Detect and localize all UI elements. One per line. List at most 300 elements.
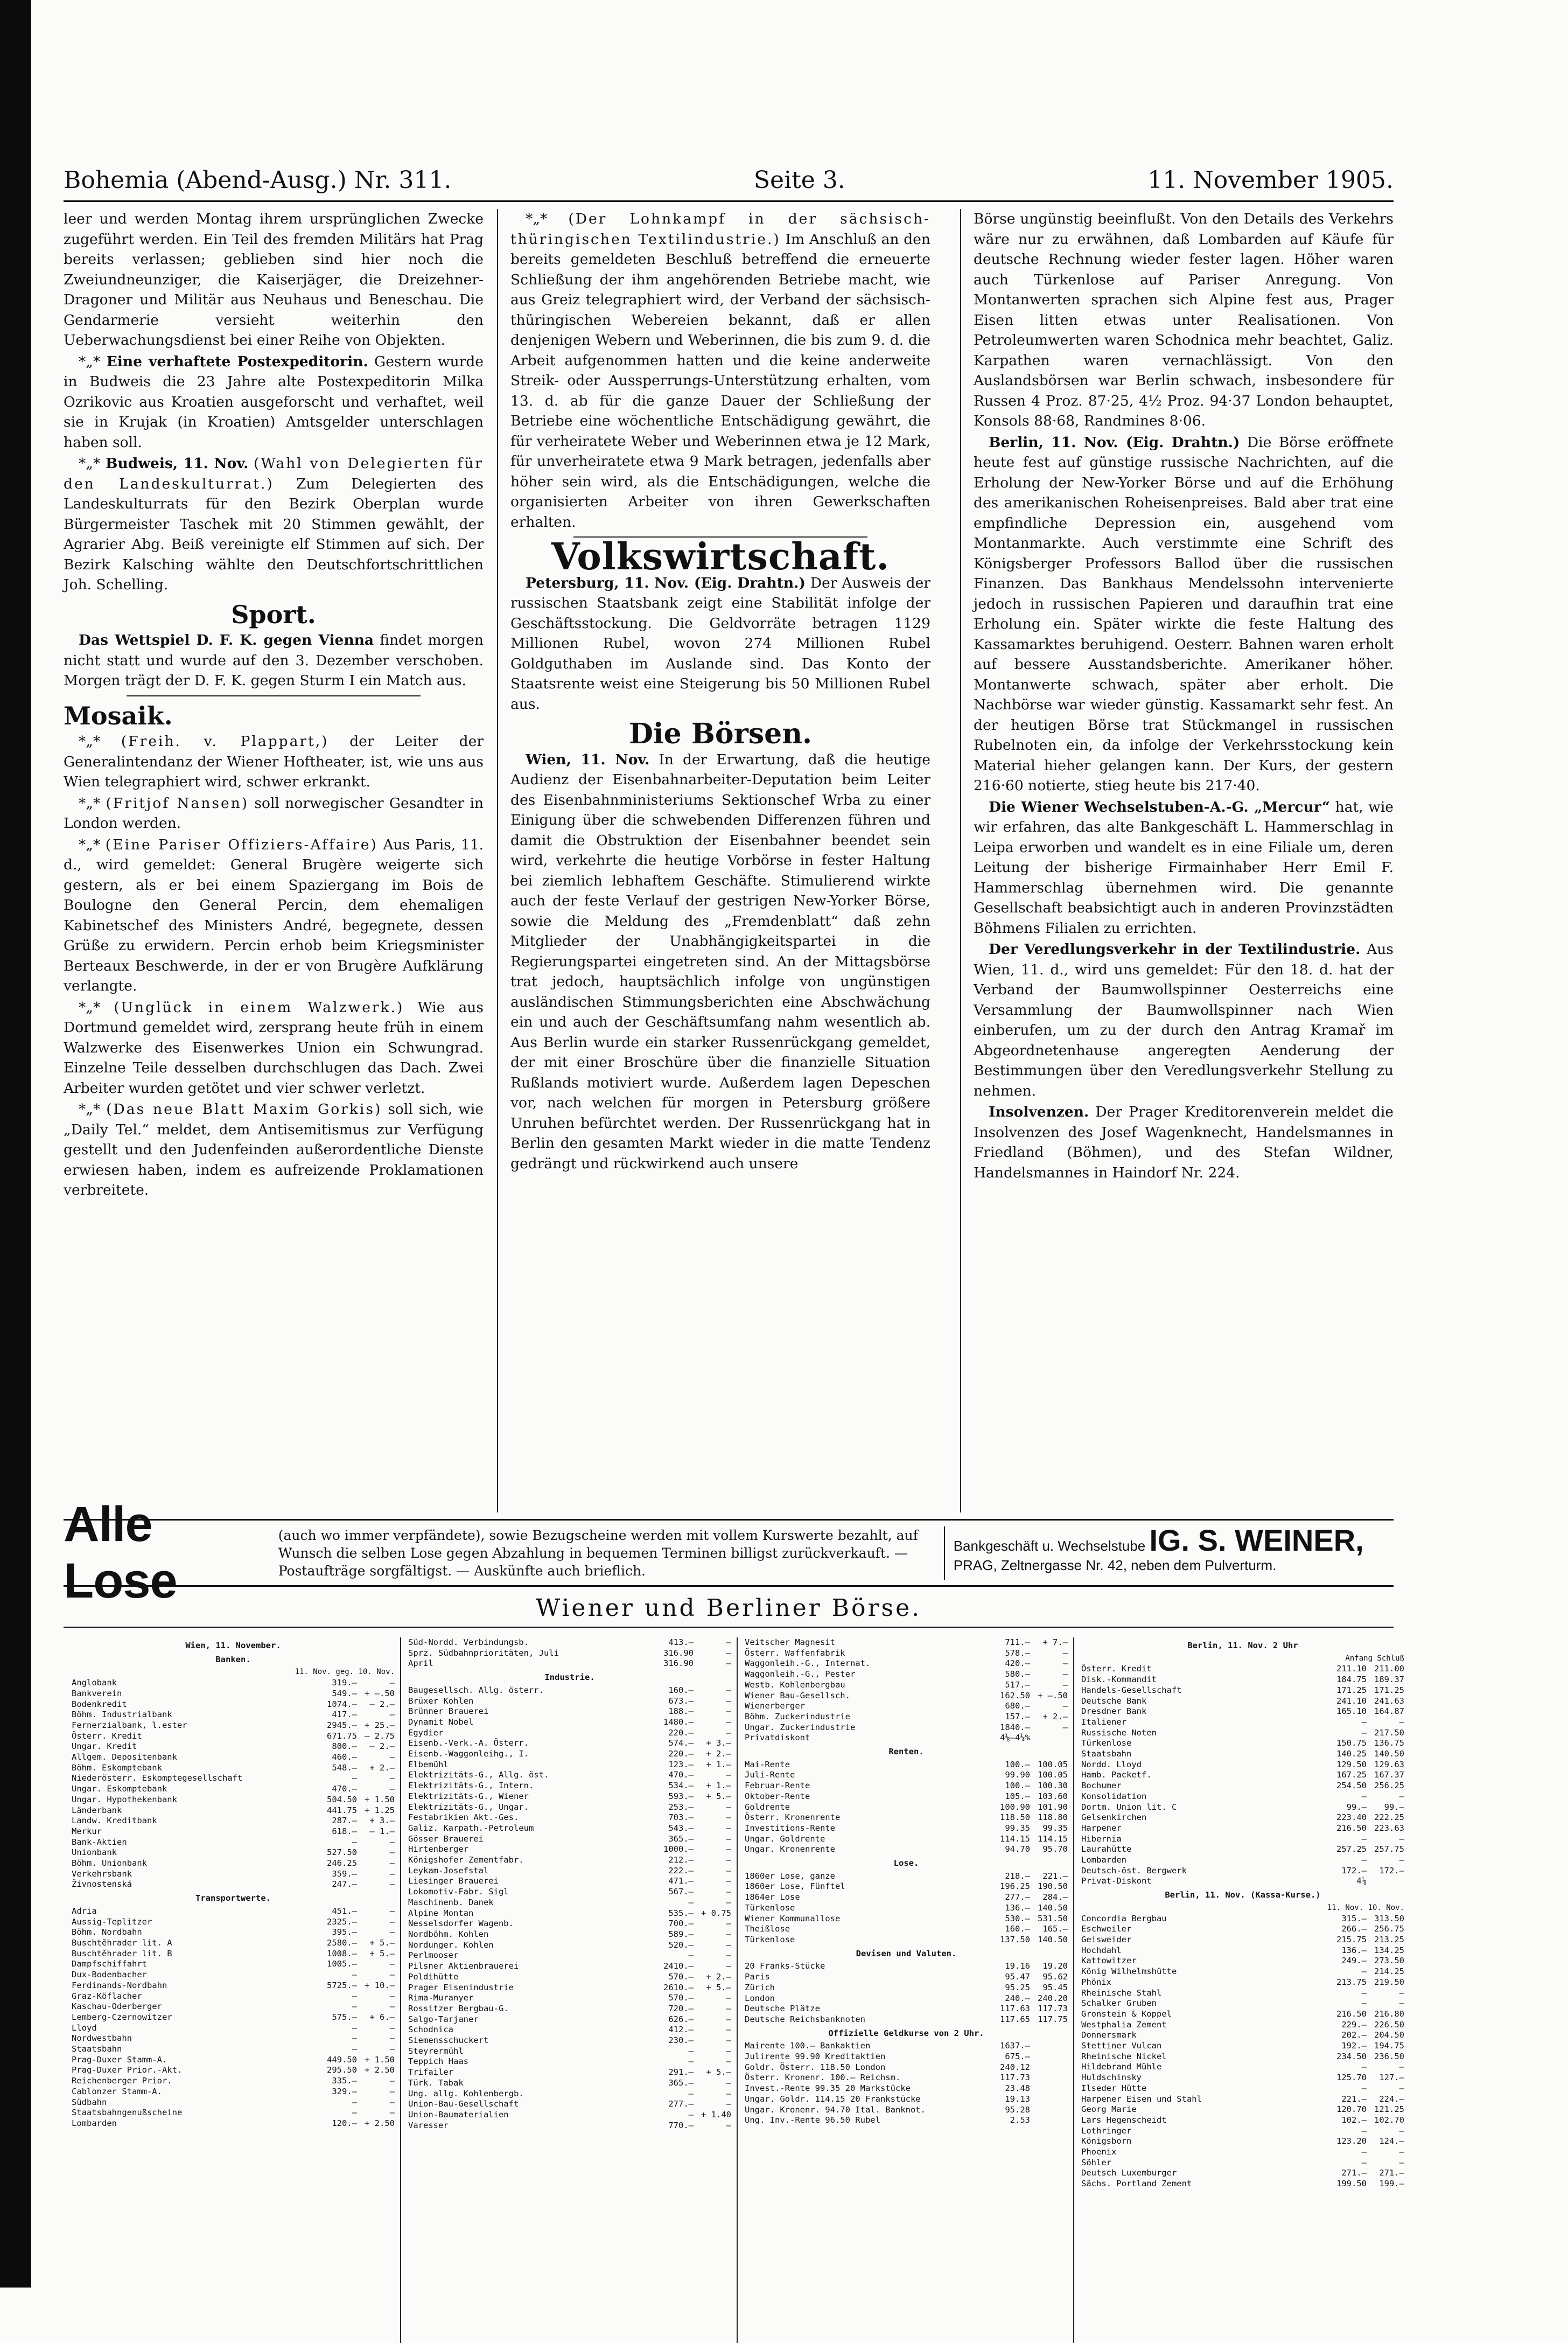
security-name: Cablonzer Stamm-A. — [72, 2086, 162, 2096]
quote-change: 121.25 — [1374, 2104, 1404, 2115]
quote-value: 413.— — [668, 1637, 694, 1647]
quote-change: — — [389, 1906, 395, 1916]
quote-change: — — [389, 2044, 395, 2054]
article-text: *„* Budweis, 11. Nov. (Wahl von Delegierten für den Landeskulturrat.) Zum Delegierten des Landeskulturrats für den Bezirk Oberplan wurde Bürgermeister Taschek mit 20 Stimmen gewählt, der Agrarier Abg. Beiß vereinigte elf Stimmen auf sich. Der Bezirk Kalsching wählte den Deutschfortschrittlichen Joh. Schelling. — [64, 455, 484, 593]
quote-change: 136.75 — [1374, 1738, 1404, 1748]
quote-value: — — [352, 1970, 357, 1980]
security-name: Buschtěhrader lit. B — [72, 1948, 172, 1958]
market-list — [72, 1678, 395, 1890]
article-headline: Berlin, 11. Nov. (Eig. Drahtn.) — [989, 434, 1240, 451]
quote-value: 221.— — [1341, 2094, 1367, 2104]
market-row — [1081, 2104, 1404, 2115]
quote-change: — — [726, 1865, 731, 1875]
market-column-1 — [72, 1637, 395, 2129]
newspaper-page — [64, 162, 1404, 2208]
market-row — [408, 2014, 731, 2025]
market-row — [745, 1802, 1068, 1813]
quote-value: 99.35 — [1005, 1823, 1030, 1833]
quote-change: — — [1399, 2147, 1404, 2157]
market-row — [408, 1637, 731, 1648]
quote-value: 2410.— — [663, 1961, 694, 1971]
market-row — [72, 1847, 395, 1858]
quote-change: 236.50 — [1374, 2051, 1404, 2061]
market-row — [745, 1924, 1068, 1935]
quote-value: 95.28 — [1005, 2104, 1030, 2115]
quote-change: 256.25 — [1374, 1781, 1404, 1791]
quote-change: — — [726, 1961, 731, 1971]
quote-change: + 2.— — [706, 1971, 731, 1982]
market-row — [72, 1906, 395, 1917]
security-name: Staatsbahn — [72, 2044, 122, 2054]
market-heading: Banken. — [215, 1654, 251, 1664]
security-name: Trifailer — [408, 2067, 453, 2077]
article-headline: Der Veredlungsverkehr in der Textilindustrie. — [989, 941, 1361, 958]
market-list — [745, 1760, 1068, 1855]
market-row — [745, 2052, 1068, 2062]
header-left: Bohemia (Abend-Ausg.) Nr. 311. — [64, 166, 452, 194]
quote-change: 140.50 — [1374, 1749, 1404, 1759]
quote-change: — — [726, 1887, 731, 1897]
market-row — [72, 2076, 395, 2087]
article-headline: Budweis, 11. Nov. — [106, 455, 249, 472]
article-headline: Wien, 11. Nov. — [526, 751, 650, 768]
security-name: Gelsenkirchen — [1081, 1812, 1147, 1823]
quote-value: — — [1361, 1967, 1367, 1977]
market-row — [1081, 1855, 1404, 1866]
article-text: leer und werden Montag ihrem ursprünglichen Zwecke zugeführt werden. Ein Teil des fremden Militärs hat Prag bereits verlassen; geblieben sind hier noch die Zweiundneunziger, die Kaiserjäger, die Dreizehner-Dragoner und Militär aus Neuhaus und Beneschau. Die Gendarmerie versieht weiterhin den Ueberwachungsdienst bei einer Reihe von Objekten. — [64, 211, 484, 348]
quote-value: 249.— — [1341, 1956, 1367, 1966]
market-row — [745, 2062, 1068, 2073]
security-name: 1860er Lose, Fünftel — [745, 1881, 845, 1892]
security-name: Unionbank — [72, 1847, 117, 1858]
quote-change: 129.63 — [1374, 1759, 1404, 1769]
market-row — [745, 1669, 1068, 1680]
market-row — [408, 1685, 731, 1696]
quote-value: 535.— — [668, 1908, 694, 1918]
quote-value: 157.— — [1005, 1711, 1030, 1721]
quote-change: 102.70 — [1374, 2115, 1404, 2125]
market-row — [408, 1648, 731, 1659]
article-text: Insolvenzen. Der Prager Kreditorenverein meldet die Insolvenzen des Josef Wagenknecht, Handelsmannes in Friedland (Böhmen), und des Stefan Wildner, Handelsmannes in Haindorf Nr. 224. — [974, 1104, 1394, 1181]
quote-value: 2945.— — [327, 1720, 357, 1730]
quote-change: — — [726, 2035, 731, 2046]
quote-change: 273.50 — [1374, 1956, 1404, 1966]
market-row — [745, 2073, 1068, 2083]
quote-value: 574.— — [668, 1738, 694, 1748]
quote-value: 160.— — [1005, 1924, 1030, 1934]
quote-value: 220.— — [668, 1727, 694, 1738]
security-name: Huldschinsky — [1081, 2073, 1142, 2083]
quote-change: 101.90 — [1038, 1802, 1068, 1812]
article-text: *„* (Freih. v. Plappart,) der Leiter der Generalintendanz der Wiener Hoftheater, ist, wie uns aus Wien telegraphiert wird, schwer erkrankt. — [64, 733, 484, 790]
quote-change: + 7.— — [1042, 1637, 1068, 1647]
security-name: Galiz. Karpath.-Petroleum — [408, 1823, 534, 1833]
quote-change: — — [726, 1950, 731, 1961]
quote-value: 140.25 — [1336, 1749, 1367, 1759]
security-name: Dux-Bodenbacher — [72, 1970, 147, 1980]
market-row — [1081, 1685, 1404, 1696]
quote-value: — — [688, 1897, 694, 1907]
quote-value: 137.50 — [1000, 1934, 1030, 1944]
security-name: Ung. Inv.-Rente 96.50 Rubel — [745, 2115, 880, 2125]
security-name: Böhm. Eskomptebank — [72, 1762, 162, 1773]
security-name: Adria — [72, 1906, 97, 1916]
quote-change: — — [726, 2003, 731, 2013]
security-name: Allgem. Depositenbank — [72, 1752, 177, 1762]
quote-value: — — [1361, 1833, 1367, 1844]
security-name: Türkenlose — [1081, 1738, 1132, 1748]
quote-change: — — [389, 2097, 395, 2107]
market-row — [1081, 2094, 1404, 2105]
quote-change: — — [726, 1658, 731, 1669]
market-row — [408, 2056, 731, 2067]
quote-value: 184.75 — [1336, 1675, 1367, 1685]
quote-value: 770.— — [668, 2120, 694, 2130]
quote-change: 95.62 — [1042, 1972, 1068, 1982]
quote-change: — — [726, 1919, 731, 1929]
quote-value: 2610.— — [663, 1982, 694, 1992]
quote-change: + 1.— — [706, 1759, 731, 1769]
security-name: Hamb. Packetf. — [1081, 1770, 1152, 1780]
market-row — [745, 1712, 1068, 1723]
quote-value: 271.— — [1341, 2168, 1367, 2178]
market-row — [1081, 1935, 1404, 1945]
quote-change: 114.15 — [1038, 1833, 1068, 1844]
security-name: Österr. Kronenrente — [745, 1812, 841, 1823]
article-text: *„* Eine verhaftete Postexpeditorin. Gestern wurde in Budweis die 23 Jahre alte Postexpeditorin Milka Ozrikovic aus Kroatien ausgeforscht und verhaftet, weil sie in Krujak (in Kroatien) Amtsgelder unterschlagen haben soll. — [64, 353, 484, 451]
security-name: Egydier — [408, 1727, 444, 1738]
article-headline: Die Wiener Wechselstuben-A.-G. „Mercur“ — [989, 798, 1330, 815]
market-row — [72, 2108, 395, 2118]
quote-value: 118.50 — [1000, 1812, 1030, 1823]
quote-change: 221.— — [1042, 1871, 1068, 1881]
market-row — [1081, 2083, 1404, 2094]
market-column-4 — [1081, 1637, 1404, 2189]
market-row — [408, 1972, 731, 1983]
market-row — [1081, 1823, 1404, 1834]
article-text: *„* (Der Lohnkampf in der sächsisch-thüringischen Textilindustrie.) Im Anschluß an den bereits gemeldeten Beschluß betreffend die erneuerte Schließung der ihm angehörenden Betriebe macht, wie aus Greiz telegraphiert wird, der Verband der sächsisch-thüringischen Webereien bekannt, daß er allen denjenigen Webern und Weberinnen, die bis zum 9. d. die Arbeit aufgenommen hatten und die keine anderweite Streik- oder Aussperrungs-Unterstützung erhalten, vom 13. d. ab für die ganze Dauer der Schließung der Betriebe eine wöchentliche Entschädigung gewährt, die für verheiratete Weber und Weberinnen etwa je 12 Mark, für unverheiratete etwa 9 Mark betragen, jedenfalls aber höher sein wird, als die Entschädigungen, welche die organisierten Arbeiter von ihren Gewerkschaften erhalten. — [510, 211, 930, 531]
quote-change — [1030, 2094, 1068, 2105]
security-name: Wiener Bau-Gesellsch. — [745, 1690, 850, 1700]
security-name: Reichenberger Prior. — [72, 2076, 172, 2086]
quote-change: 99.— — [1384, 1802, 1404, 1812]
quote-change: 124.— — [1379, 2136, 1404, 2146]
quote-change: — — [389, 1678, 395, 1688]
security-name: Lothringer — [1081, 2125, 1132, 2136]
security-name: Stettiner Vulcan — [1081, 2041, 1162, 2051]
quote-value: 120.— — [332, 2118, 357, 2128]
quote-value: 234.50 — [1336, 2051, 1367, 2061]
security-name: Staatsbahngenußscheine — [72, 2108, 183, 2118]
security-name: Dortm. Union lit. C — [1081, 1802, 1177, 1812]
quote-value: 593.— — [668, 1791, 694, 1801]
market-row — [745, 1961, 1068, 1972]
market-row — [72, 1805, 395, 1816]
quote-change: 217.50 — [1374, 1727, 1404, 1738]
security-name: Juli-Rente — [745, 1770, 795, 1780]
market-row — [72, 1678, 395, 1689]
quote-value: 117.73 — [1000, 2073, 1030, 2083]
quote-value: 680.— — [1005, 1701, 1030, 1711]
market-row — [1081, 1956, 1404, 1967]
market-column-rule — [1073, 1637, 1074, 2343]
market-row — [1081, 1675, 1404, 1685]
quote-value: 315.— — [1341, 1913, 1367, 1923]
market-row — [1081, 1802, 1404, 1813]
quote-change — [1030, 2062, 1068, 2073]
quote-value: 365.— — [668, 2077, 694, 2088]
quote-value: 117.63 — [1000, 2004, 1030, 2014]
security-name: Staatsbahn — [1081, 1749, 1132, 1759]
security-name: Phönix — [1081, 1977, 1111, 1987]
quote-change: 140.50 — [1038, 1934, 1068, 1944]
market-row — [745, 1733, 1068, 1744]
security-name: Nesselsdorfer Wagenb. — [408, 1919, 514, 1929]
market-row — [72, 1879, 395, 1890]
quote-change: + 2.50 — [365, 2118, 395, 2128]
quote-change: — — [726, 1770, 731, 1780]
market-row — [72, 1689, 395, 1699]
market-row — [1081, 1728, 1404, 1739]
market-row — [408, 1961, 731, 1972]
quote-change: — — [389, 1970, 395, 1980]
market-row — [72, 1949, 395, 1960]
quote-change: 256.75 — [1374, 1924, 1404, 1934]
security-name: Ungar. Kronenr. 94.70 Ital. Banknot. — [745, 2104, 926, 2115]
ad-company-name: IG. S. WEINER, — [1149, 1523, 1364, 1557]
column-rule — [960, 209, 961, 1512]
quote-change: — — [726, 1717, 731, 1727]
quote-value: — — [352, 2002, 357, 2012]
market-row — [72, 2012, 395, 2023]
quote-value: 703.— — [668, 1812, 694, 1823]
security-name: Bochumer — [1081, 1781, 1122, 1791]
market-row — [1081, 1844, 1404, 1855]
security-name: London — [745, 1993, 775, 2003]
market-heading: Berlin, 11. Nov. 2 Uhr — [1187, 1641, 1298, 1650]
quote-value: 1840.— — [1000, 1722, 1030, 1732]
market-row — [745, 1972, 1068, 1983]
quote-change: 165.— — [1042, 1924, 1068, 1934]
market-row — [745, 1637, 1068, 1648]
quote-change: — — [389, 1837, 395, 1847]
security-name: Nordunger. Kohlen — [408, 1940, 494, 1950]
quote-value: 100.90 — [1000, 1802, 1030, 1812]
quote-value: 94.70 — [1005, 1844, 1030, 1854]
quote-change: — — [1399, 1833, 1404, 1844]
quote-value: 295.50 — [327, 2065, 357, 2075]
market-row — [1081, 1967, 1404, 1977]
market-row — [745, 2014, 1068, 2025]
market-row — [72, 1970, 395, 1981]
market-list — [1081, 1664, 1404, 1887]
market-row — [72, 1763, 395, 1774]
market-list — [745, 1961, 1068, 2025]
security-name: Februar-Rente — [745, 1781, 810, 1791]
market-row — [72, 1837, 395, 1848]
market-row — [72, 1784, 395, 1795]
security-name: Bank-Aktien — [72, 1837, 127, 1847]
quote-change: 100.05 — [1038, 1759, 1068, 1769]
quote-change: 19.20 — [1042, 1961, 1068, 1971]
security-name: Verkehrsbank — [72, 1868, 132, 1879]
quote-value: 125.70 — [1336, 2073, 1367, 2083]
market-row — [408, 1866, 731, 1877]
market-row — [1081, 1914, 1404, 1924]
quote-change: — — [389, 2023, 395, 2033]
security-name: Böhm. Industrialbank — [72, 1710, 172, 1720]
quote-value: 1008.— — [327, 1948, 357, 1958]
quote-value: 192.— — [1341, 2041, 1367, 2051]
quote-change: 223.63 — [1374, 1823, 1404, 1833]
security-name: Nordd. Lloyd — [1081, 1759, 1142, 1769]
quote-change: 222.25 — [1374, 1812, 1404, 1823]
security-name: Gronstein & Koppel — [1081, 2009, 1172, 2019]
security-name: Maschinenb. Danek — [408, 1897, 494, 1907]
security-name: Böhm. Unionbank — [72, 1858, 147, 1868]
security-name: Sächs. Portland Zement — [1081, 2179, 1192, 2189]
quote-change: + 25.— — [365, 1720, 395, 1730]
quote-change: — — [726, 1897, 731, 1907]
quote-value: 504.50 — [327, 1794, 357, 1804]
quote-change: 117.73 — [1038, 2004, 1068, 2014]
quote-change: — 2.75 — [365, 1731, 395, 1741]
market-heading: Wien, 11. November. — [185, 1641, 281, 1650]
security-name: Deutsch Luxemburger — [1081, 2168, 1177, 2178]
market-row — [72, 1795, 395, 1805]
market-row — [408, 1844, 731, 1855]
market-column-rule — [737, 1637, 738, 2343]
security-name: Baugesellsch. Allg. österr. — [408, 1685, 544, 1695]
market-row — [72, 2002, 395, 2012]
security-name: 20 Franks-Stücke — [745, 1961, 825, 1971]
security-name: Böhm. Zuckerindustrie — [745, 1711, 850, 1721]
security-name: Varesser — [408, 2120, 449, 2130]
security-name: Waggonleih.-G., Internat. — [745, 1658, 871, 1669]
market-row — [72, 1699, 395, 1710]
market-column-rule — [400, 1637, 401, 2343]
security-name: Länderbank — [72, 1805, 122, 1815]
quote-change: — — [1399, 2157, 1404, 2167]
market-column-header: Anfang Schluß — [1345, 1654, 1404, 1663]
market-row — [1081, 1866, 1404, 1877]
quote-value: 800.— — [332, 1741, 357, 1752]
security-name: Elektrizitäts-G., Intern. — [408, 1781, 534, 1791]
quote-change: — — [1399, 1717, 1404, 1727]
quote-value: 549.— — [332, 1688, 357, 1698]
market-column-2 — [408, 1637, 731, 2131]
market-row — [408, 1919, 731, 1929]
quote-change: — — [726, 2077, 731, 2088]
quote-change: 219.50 — [1374, 1977, 1404, 1987]
quote-value: 471.— — [668, 1876, 694, 1886]
security-name: Dresdner Bank — [1081, 1706, 1147, 1717]
market-row — [745, 1844, 1068, 1855]
security-name: Bankverein — [72, 1688, 122, 1698]
quote-value: 451.— — [332, 1906, 357, 1916]
quote-change: — — [726, 2099, 731, 2109]
market-row — [408, 1983, 731, 1993]
market-row — [408, 1929, 731, 1940]
quote-value: — — [688, 2109, 694, 2119]
quote-value: 548.— — [332, 1762, 357, 1773]
quote-change: — — [389, 1916, 395, 1927]
quote-change: 190.50 — [1038, 1881, 1068, 1892]
security-name: Rheinische Nickel — [1081, 2051, 1167, 2061]
quote-change: 284.— — [1042, 1892, 1068, 1902]
security-name: Živnostenská — [72, 1879, 132, 1889]
security-name: Österr. Waffenfabrik — [745, 1648, 845, 1658]
quote-change: 103.60 — [1038, 1791, 1068, 1801]
security-name: Zürich — [745, 1982, 775, 1992]
quote-change: — — [389, 2033, 395, 2044]
security-name: Wienerberger — [745, 1701, 805, 1711]
security-name: Rheinische Stahl — [1081, 1988, 1162, 1998]
quote-change: — — [726, 1648, 731, 1658]
article-text: *„* (Unglück in einem Walzwerk.) Wie aus Dortmund gemeldet wird, zersprang heute früh in einem Walzwerke des Eisenwerkes Union ein Schwungrad. Einzelne Teile desselben durchschlugen das Dach. Zwei Arbeiter wurden getötet und vier schwer verletzt. — [64, 999, 484, 1097]
market-row — [745, 1881, 1068, 1892]
quote-value: 105.— — [1005, 1791, 1030, 1801]
quote-change: — — [726, 1696, 731, 1706]
quote-value: 1074.— — [327, 1699, 357, 1709]
market-row — [745, 1892, 1068, 1903]
quote-change: 194.75 — [1374, 2041, 1404, 2051]
quote-value: 100.— — [1005, 1781, 1030, 1791]
security-name: Prag-Duxer Stamm-A. — [72, 2054, 167, 2065]
market-row — [745, 2083, 1068, 2094]
quote-change: — — [726, 1993, 731, 2003]
security-name: Lombarden — [1081, 1855, 1126, 1865]
article-text: Petersburg, 11. Nov. (Eig. Drahtn.) Der Ausweis der russischen Staatsbank zeigt eine Stabilität infolge der Geschäftsstockung. Die Geldvorräte betragen 1129 Millionen Rubel, wovon 274 Millionen Rubel Goldguthaben im Auslande sind. Das Konto der Staatsrente weist eine Steigerung bis 50 Millionen Rubel aus. — [510, 574, 930, 713]
security-name: Investitions-Rente — [745, 1823, 835, 1833]
market-heading: Transportwerte. — [195, 1893, 271, 1903]
security-name: Türkenlose — [745, 1934, 795, 1944]
column-2 — [510, 209, 930, 1175]
quote-value: — — [1361, 2147, 1367, 2157]
market-row — [1081, 2115, 1404, 2126]
quote-change: + 5.— — [369, 1948, 395, 1958]
quote-value: 277.— — [668, 2099, 694, 2109]
quote-value: 580.— — [1005, 1669, 1030, 1679]
market-row — [408, 1834, 731, 1845]
security-name: Union-Baumaterialien — [408, 2109, 509, 2119]
quote-change: + 1.50 — [365, 2054, 395, 2065]
security-name: Deutsche Reichsbanknoten — [745, 2014, 865, 2024]
quote-value: — — [352, 2033, 357, 2044]
security-name: Eschweiler — [1081, 1924, 1132, 1934]
page-header — [64, 162, 1394, 194]
quote-change: 257.75 — [1374, 1844, 1404, 1854]
market-row — [745, 1823, 1068, 1834]
quote-value: — — [352, 2044, 357, 2054]
market-row — [72, 1816, 395, 1826]
quote-value: 2325.— — [327, 1916, 357, 1927]
quote-change: — 1.— — [369, 1826, 395, 1836]
security-name: Landw. Kreditbank — [72, 1816, 157, 1826]
security-name: Disk.-Kommandit — [1081, 1675, 1157, 1685]
quote-change: — — [1399, 2125, 1404, 2136]
quote-change: — — [726, 1802, 731, 1812]
security-name: Ungar. Goldr. 114.15 20 Frankstücke — [745, 2094, 921, 2104]
quote-value: — — [352, 1773, 357, 1783]
market-row — [745, 1723, 1068, 1733]
quote-change: 134.25 — [1374, 1945, 1404, 1955]
article-headline: Petersburg, 11. Nov. (Eig. Drahtn.) — [526, 574, 806, 591]
quote-change: 140.50 — [1038, 1902, 1068, 1913]
quote-change: + 6.— — [369, 2012, 395, 2022]
security-name: Lombarden — [72, 2118, 117, 2128]
market-row — [745, 1760, 1068, 1770]
